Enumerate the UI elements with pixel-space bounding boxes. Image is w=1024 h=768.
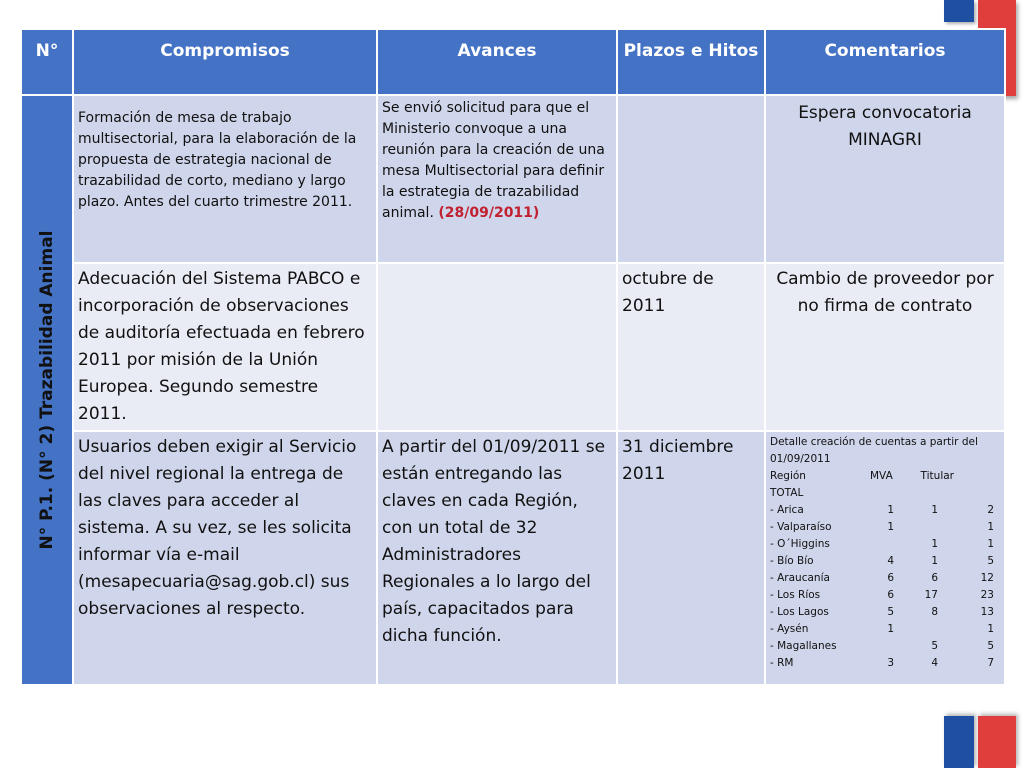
detalle-region-row <box>770 519 1000 536</box>
table-row <box>21 431 1005 685</box>
cell-compromiso: Usuarios deben exigir al Servicio del nivel regional la entrega de las claves para acceder al sistema. A su vez, se les solicita informar vía e-mail (mesapecuaria@sag.gob.cl) sus observaciones al respecto. <box>73 431 377 685</box>
detalle-region-row <box>770 570 1000 587</box>
region-mva: 6 <box>887 589 894 601</box>
region-titular: 17 <box>924 589 938 601</box>
region-total: 12 <box>980 572 994 584</box>
cell-plazo <box>617 95 765 263</box>
region-titular: 6 <box>931 572 938 584</box>
cell-detalle <box>765 431 1005 685</box>
region-total: 23 <box>980 589 994 601</box>
header-compromisos: Compromisos <box>73 29 377 95</box>
cell-avance <box>377 95 617 263</box>
detalle-region-row <box>770 502 1000 519</box>
region-name: - Arica <box>770 504 804 516</box>
region-titular <box>894 621 938 638</box>
region-name: - Aysén <box>770 623 809 635</box>
region-name: - O´Higgins <box>770 538 830 550</box>
detalle-col-mva: MVA <box>870 470 893 482</box>
cell-compromiso: Adecuación del Sistema PABCO e incorporación de observaciones de auditoría efectuada en febrero 2011 por misión de la Unión Europea. Segundo semestre 2011. <box>73 263 377 431</box>
detalle-header <box>770 468 1000 485</box>
region-name: - RM <box>770 657 794 669</box>
detalle-col-region: Región <box>770 470 806 482</box>
detalle-region-row <box>770 604 1000 621</box>
header-number: N° <box>21 29 73 95</box>
region-total: 5 <box>987 640 994 652</box>
detalle-region-row <box>770 655 1000 672</box>
cell-avance: A partir del 01/09/2011 se están entregando las claves en cada Región, con un total de 32 Administradores Regionales a lo largo del país, capacitados para dicha función. <box>377 431 617 685</box>
region-mva: 1 <box>887 623 894 635</box>
region-name: - Los Ríos <box>770 589 821 601</box>
region-mva: 1 <box>887 504 894 516</box>
region-name: - Los Lagos <box>770 606 829 618</box>
region-mva: 1 <box>887 521 894 533</box>
region-total: 7 <box>987 657 994 669</box>
region-mva: 4 <box>887 555 894 567</box>
region-mva: 6 <box>887 572 894 584</box>
region-total: 1 <box>987 521 994 533</box>
cell-avance <box>377 263 617 431</box>
detalle-region-row <box>770 587 1000 604</box>
corner-accent-blue-bottom <box>944 716 974 768</box>
region-mva <box>870 638 894 655</box>
table-header-row <box>21 29 1005 95</box>
detalle-region-row <box>770 638 1000 655</box>
region-titular: 1 <box>931 555 938 567</box>
header-comentarios: Comentarios <box>765 29 1005 95</box>
region-total: 5 <box>987 555 994 567</box>
cell-comentario: Espera convocatoria MINAGRI <box>765 95 1005 263</box>
region-titular: 1 <box>931 538 938 550</box>
corner-accent-red-bottom <box>978 716 1016 768</box>
region-total: 1 <box>987 623 994 635</box>
detalle-region-row <box>770 536 1000 553</box>
region-titular: 5 <box>931 640 938 652</box>
region-mva <box>870 536 894 553</box>
region-name: - Valparaíso <box>770 521 832 533</box>
row-group-label: N° P.1. (N° 2) Trazabilidad Animal <box>37 230 57 550</box>
cell-compromiso: Formación de mesa de trabajo multisectorial, para la elaboración de la propuesta de estrategia nacional de trazabilidad de corto, mediano y largo plazo. Antes del cuarto trimestre 2011. <box>73 95 377 263</box>
corner-accent-blue-top <box>944 0 974 22</box>
region-mva: 3 <box>887 657 894 669</box>
table-row <box>21 95 1005 263</box>
cell-plazo: octubre de 2011 <box>617 263 765 431</box>
detalle-region-row <box>770 553 1000 570</box>
region-total: 1 <box>987 538 994 550</box>
cell-plazo: 31 diciembre 2011 <box>617 431 765 685</box>
region-name: - Bío Bío <box>770 555 814 567</box>
detalle-col-total: TOTAL <box>770 487 804 499</box>
detalle-rows <box>770 502 1000 672</box>
cell-comentario: Cambio de proveedor por no firma de contrato <box>765 263 1005 431</box>
detalle-col-titular: Titular <box>920 470 954 482</box>
region-titular <box>894 519 938 536</box>
region-total: 13 <box>980 606 994 618</box>
commitments-table <box>20 28 1006 686</box>
header-plazos: Plazos e Hitos <box>617 29 765 95</box>
region-name: - Magallanes <box>770 640 837 652</box>
region-titular: 1 <box>931 504 938 516</box>
detalle-region-row <box>770 621 1000 638</box>
region-total: 2 <box>987 504 994 516</box>
table-row <box>21 263 1005 431</box>
detalle-title: Detalle creación de cuentas a partir del 01/09/2011 <box>770 436 978 465</box>
region-name: - Araucanía <box>770 572 830 584</box>
avance-text: Se envió solicitud para que el Ministerio convoque a una reunión para la creación de una mesa Multisectorial para definir la estrategia de trazabilidad animal. <box>382 100 605 221</box>
region-titular: 8 <box>931 606 938 618</box>
header-avances: Avances <box>377 29 617 95</box>
avance-date: (28/09/2011) <box>438 205 540 221</box>
region-titular: 4 <box>931 657 938 669</box>
region-mva: 5 <box>887 606 894 618</box>
row-group-label-cell <box>21 95 73 685</box>
